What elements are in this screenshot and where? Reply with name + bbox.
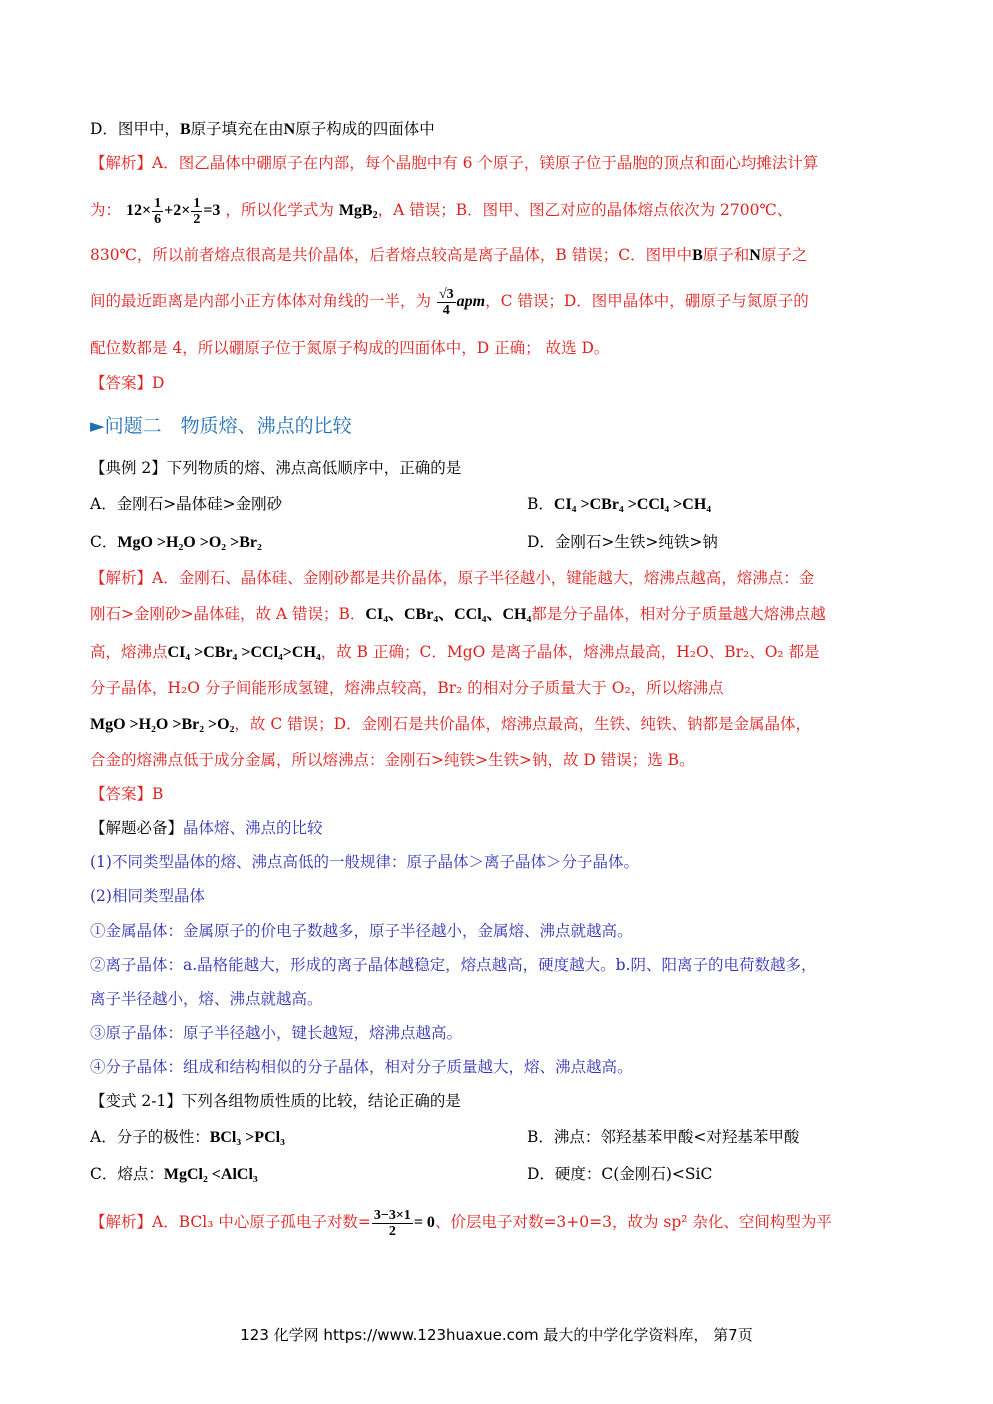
analysis-tag: 【解析】 — [90, 154, 153, 172]
numerator: 3−3×1 — [373, 1207, 411, 1223]
variant-options-ab — [90, 1126, 800, 1149]
analysis-line-4 — [90, 283, 809, 320]
analysis-text: ，C 错误；D．图甲晶体中，硼原子与氮原子的 — [485, 292, 809, 310]
analysis-line-3 — [90, 244, 807, 267]
question-text: 下列物质的熔、沸点高低顺序中，正确的是 — [166, 459, 462, 477]
denominator: 2 — [193, 211, 201, 227]
analysis-text: ，所以化学式为 — [225, 201, 334, 219]
answer-value: B — [152, 785, 164, 803]
numerator: 1 — [154, 195, 162, 211]
option-a: A．金刚石>晶体硅>金刚砂 — [90, 495, 283, 513]
formula: MgO >H₂O >Br₂ >O₂ — [90, 716, 235, 733]
tips-title-text: 晶体熔、沸点的比较 — [183, 819, 323, 837]
analysis-text: A．金刚石、晶体硅、金刚砂都是共价晶体，原子半径越小，键能越大，熔沸点越高，熔沸点：金 — [152, 569, 815, 587]
option-d: D．硬度：C(金刚石)<SiC — [527, 1165, 713, 1183]
analysis-text: 830℃，所以前者熔点很高是共价晶体，后者熔点较高是离子晶体，B 错误；C．图甲中 — [90, 246, 693, 264]
answer-tag: 【答案】 — [90, 785, 153, 803]
tips-line-7: ④分子晶体：组成和结构相似的分子晶体，相对分子质量越大，熔、沸点越高。 — [90, 1058, 633, 1076]
option-d: D．金刚石>生铁>纯铁>钠 — [527, 533, 718, 551]
option-d-end: 原子构成的四面体中 — [295, 120, 435, 138]
chem-b: B — [179, 121, 191, 138]
option-c-formula: MgCl₂ <AlCl₃ — [163, 1166, 258, 1183]
analysis-text: A．BCl₃ 中心原子孤电子对数= — [152, 1213, 371, 1231]
analysis-text: 为： — [90, 201, 122, 219]
tips-line-3: ①金属晶体：金属原子的价电子数越多，原子半径越小，金属熔、沸点就越高。 — [90, 922, 633, 940]
ex2-answer — [90, 783, 163, 805]
option-b — [527, 493, 711, 516]
chem-b: B — [692, 247, 703, 264]
formula-part: = 0 — [413, 1214, 435, 1231]
ex2-analysis-6 — [90, 749, 695, 771]
option-c: MgO >H₂O >O₂ >Br₂ — [117, 534, 262, 551]
option-label: C．熔点： — [90, 1165, 164, 1183]
analysis-text: ，A 错误；B．图甲、图乙对应的晶体熔点依次为 2700℃、 — [377, 201, 793, 219]
formula-part: =3 — [203, 202, 221, 219]
option-a-formula: BCl₃ >PCl₃ — [209, 1129, 285, 1146]
page-footer: 123 化学网 https://www.123huaxue.com 最大的中学化学资料库， 第7页 — [240, 1326, 753, 1344]
tips-line-6: ③原子晶体：原子半径越小，键长越短，熔沸点越高。 — [90, 1024, 463, 1042]
option-label: A．分子的极性： — [90, 1128, 210, 1146]
analysis-text: 原子之 — [760, 246, 808, 264]
answer-value: D — [152, 374, 165, 392]
example-2-options-ab — [90, 493, 712, 515]
formula-part: MgB — [338, 202, 373, 219]
formula-12x — [125, 195, 221, 227]
option-label: C． — [90, 533, 118, 551]
subscript: 2 — [372, 210, 378, 221]
formula-distance — [436, 286, 486, 318]
analysis-line-1 — [90, 152, 818, 174]
tips-line-4: ②离子晶体：a.晶格能越大，形成的离子晶体越稳定，熔点越高，硬度越大。b.阴、阳离子的电荷数越多， — [90, 956, 817, 974]
unit-apm: apm — [456, 293, 486, 310]
option-b: B．沸点：邻羟基苯甲酸<对羟基苯甲酸 — [527, 1128, 800, 1146]
tips-line-5: 离子半径越小，熔、沸点就越高。 — [90, 990, 323, 1008]
section-heading: ►问题二 物质熔、沸点的比较 — [90, 415, 352, 437]
variant-analysis-1 — [90, 1204, 832, 1241]
analysis-text: 都是分子晶体，相对分子质量越大熔沸点越 — [531, 605, 826, 623]
question-text: 下列各组物质性质的比较，结论正确的是 — [181, 1092, 461, 1110]
analysis-text: 间的最近距离是内部小正方体体对角线的一半，为 — [90, 292, 432, 310]
denominator: 6 — [154, 211, 162, 227]
example-2-options-cd — [90, 531, 718, 554]
option-d-line — [90, 118, 435, 141]
analysis-text: 配位数都是 4，所以硼原子位于氮原子构成的四面体中，D 正确； 故选 D。 — [90, 339, 610, 357]
option-formula: CI₄ >CBr₄ >CCl₄ >CH₄ — [553, 496, 712, 513]
analysis-tag: 【解析】 — [90, 1213, 153, 1231]
analysis-tag: 【解析】 — [90, 569, 153, 587]
analysis-text: 高，熔沸点 — [90, 643, 168, 661]
option-label: B． — [527, 495, 554, 513]
formula-lone-pairs — [371, 1207, 435, 1239]
numerator: √3 — [438, 286, 454, 302]
formula-part: 12× — [125, 202, 152, 219]
option-d-text: D．图甲中， — [90, 120, 180, 138]
analysis-line-5 — [90, 337, 609, 359]
analysis-text: 分子晶体，H₂O 分子间能形成氢键，熔沸点较高，Br₂ 的相对分子质量大于 O₂，所以熔沸点 — [90, 679, 724, 697]
denominator: 2 — [388, 1223, 396, 1239]
tips-title — [90, 817, 323, 839]
fraction-lone-pairs — [372, 1208, 413, 1239]
analysis-text: ，故 B 正确；C．MgO 是离子晶体，熔沸点最高，H₂O、Br₂、O₂ 都是 — [320, 643, 820, 661]
analysis-text: A．图乙晶体中硼原子在内部，每个晶胞中有 6 个原子，镁原子位于晶胞的顶点和面心均摊法计算 — [152, 154, 819, 172]
chem-n: N — [283, 121, 296, 138]
variant-tag: 【变式 2-1】 — [90, 1092, 182, 1110]
formula: CI₄ >CBr₄ >CCl₄>CH₄ — [167, 644, 321, 661]
tips-line-1: (1)不同类型晶体的熔、沸点高低的一般规律：原子晶体＞离子晶体＞分子晶体。 — [90, 853, 639, 871]
example-2-question — [90, 457, 461, 479]
fraction-1-2 — [191, 196, 202, 227]
ex2-analysis-3 — [90, 641, 820, 664]
chem-n: N — [749, 247, 761, 264]
formula: CI₄、CBr₄、CCl₄、CH₄ — [365, 606, 532, 623]
analysis-text: 原子和 — [702, 246, 750, 264]
answer-line — [90, 372, 164, 394]
ex2-analysis-1 — [90, 567, 814, 589]
example-tag: 【典例 2】 — [90, 459, 167, 477]
fraction-sqrt3-4 — [437, 287, 456, 318]
denominator: 4 — [442, 302, 450, 318]
variant-2-1-question — [90, 1090, 461, 1112]
formula-part: +2× — [164, 202, 191, 219]
analysis-text: 、价层电子对数=3+0=3，故为 sp² 杂化、空间构型为平 — [434, 1213, 832, 1231]
ex2-analysis-4 — [90, 677, 724, 699]
answer-tag: 【答案】 — [90, 374, 153, 392]
analysis-text: 合金的熔沸点低于成分金属，所以熔沸点：金刚石>纯铁>生铁>钠，故 D 错误；选 B。 — [90, 751, 695, 769]
variant-options-cd — [90, 1163, 713, 1186]
tips-tag: 【解题必备】 — [90, 819, 184, 837]
numerator: 1 — [193, 195, 201, 211]
fraction-1-6 — [152, 196, 163, 227]
analysis-text: ，故 C 错误；D．金刚石是共价晶体，熔沸点最高，生铁、纯铁、钠都是金属晶体， — [234, 715, 812, 733]
option-d-mid: 原子填充在由 — [190, 120, 284, 138]
formula-mgb2 — [339, 202, 378, 219]
tips-line-2: (2)相同类型晶体 — [90, 887, 205, 905]
analysis-text: 刚石>金刚砂>晶体硅，故 A 错误；B． — [90, 605, 366, 623]
analysis-line-2 — [90, 193, 792, 233]
ex2-analysis-2 — [90, 603, 826, 626]
ex2-analysis-5 — [90, 713, 811, 736]
